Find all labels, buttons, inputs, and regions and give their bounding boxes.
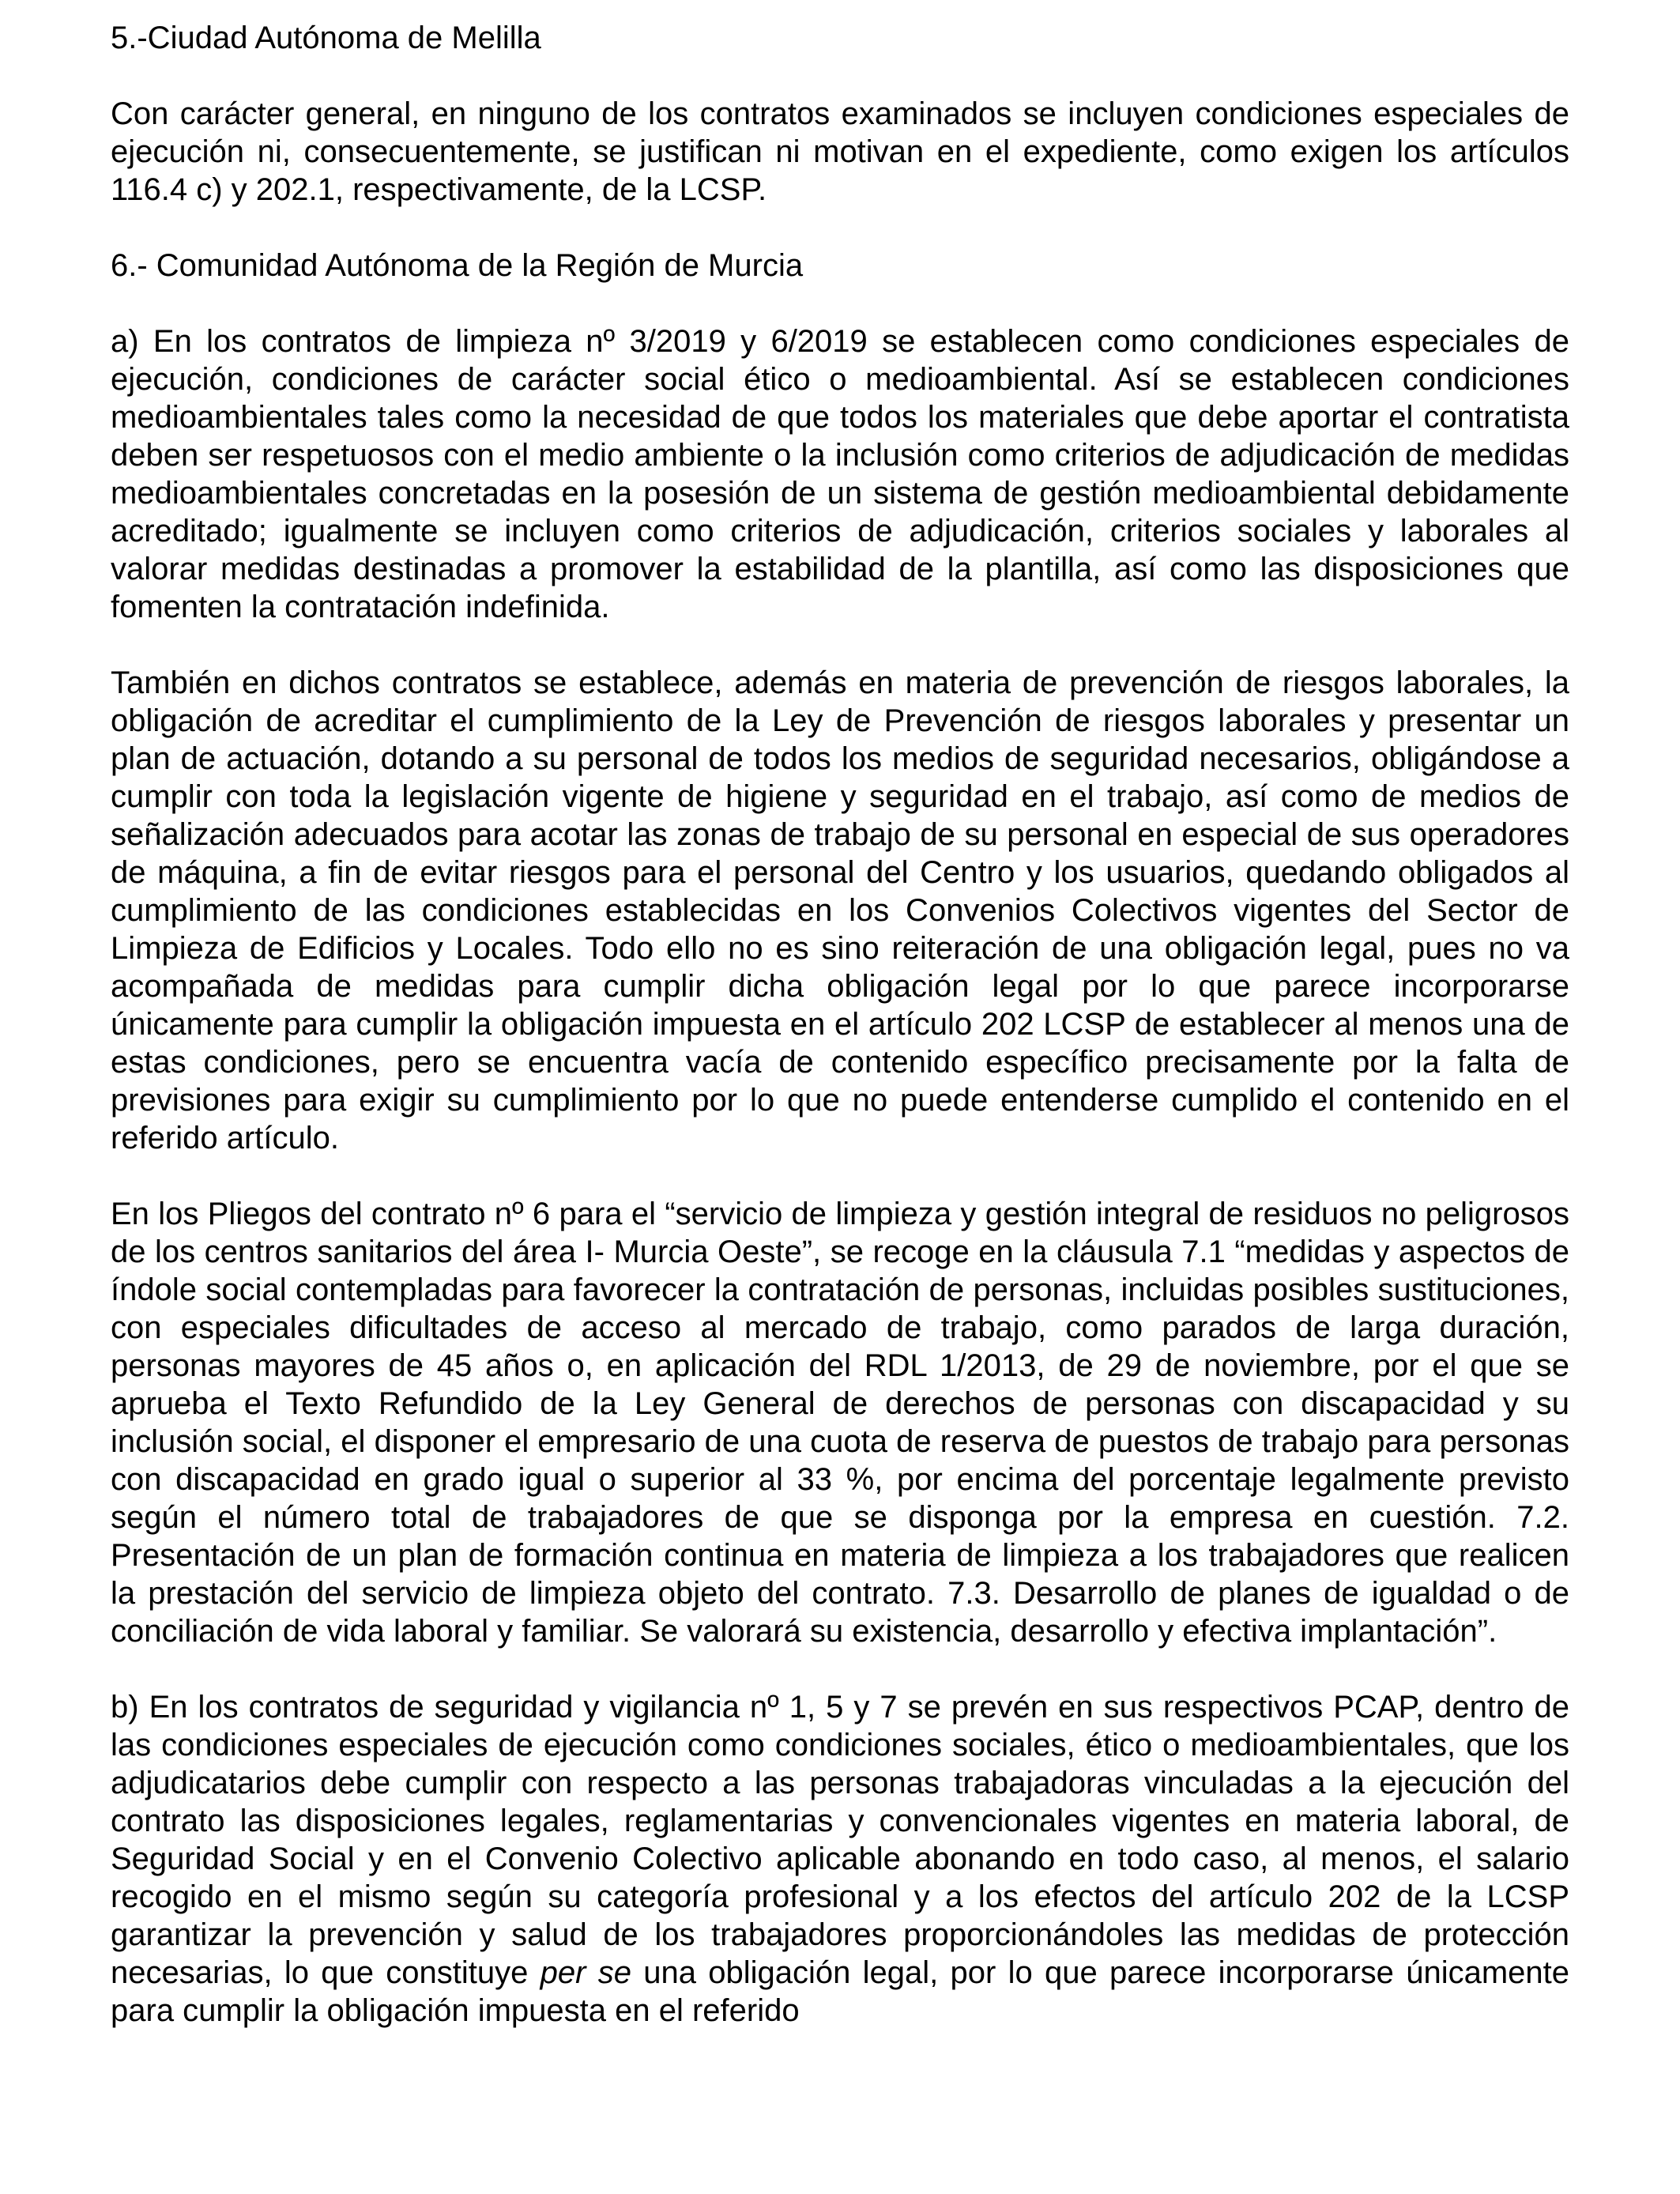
paragraph-b-text-end: una obligación legal, por lo que parece incorporarse únicamente para cumplir la obligación impuesta en el referido: [111, 1955, 1569, 2028]
paragraph-murcia-prevencion: También en dichos contratos se establece, además en materia de prevención de riesgos laborales, la obligación de acreditar el cumplimiento de la Ley de Prevención de riesgos laborales y presentar un plan de actuación, dotando a su personal de todos los medios de seguridad necesarios, obligándose a cumplir con toda la legislación vigente de higiene y seguridad en el trabajo, así como de medios de señalización adecuados para acotar las zonas de trabajo de su personal en especial de sus operadores de máquina, a fin de evitar riesgos para el personal del Centro y los usuarios, quedando obligados al cumplimiento de las condiciones establecidas en los Convenios Colectivos vigentes del Sector de Limpieza de Edificios y Locales. Todo ello no es sino reiteración de una obligación legal, pues no va acompañada de medidas para cumplir dicha obligación legal por lo que parece incorporarse únicamente para cumplir la obligación impuesta en el artículo 202 LCSP de establecer al menos una de estas condiciones, pero se encuentra vacía de contenido específico precisamente por la falta de previsiones para exigir su cumplimiento por lo que no puede entenderse cumplido el contenido en el referido artículo.: [111, 665, 1569, 1155]
document-page: [111, 19, 1569, 2030]
spacer: [111, 209, 1569, 247]
spacer: [111, 57, 1569, 95]
paragraph-melilla-general: Con carácter general, en ninguno de los contratos examinados se incluyen condiciones especiales de ejecución ni, consecuentemente, se justifican ni motivan en el expediente, como exigen los artículos 116.4 c) y 202.1, respectivamente, de la LCSP.: [111, 96, 1569, 207]
paragraph-b-text-start: b) En los contratos de seguridad y vigilancia nº 1, 5 y 7 se prevén en sus respectivos PCAP, dentro de las condiciones especiales de ejecución como condiciones sociales, ético o medioambientales, que los adjudicatarios debe cumplir con respecto a las personas trabajadoras vinculadas a la ejecución del contrato las disposiciones legales, reglamentarias y convencionales vigentes en materia laboral, de Seguridad Social y en el Convenio Colectivo aplicable abonando en todo caso, al menos, el salario recogido en el mismo según su categoría profesional y a los efectos del artículo 202 de la LCSP garantizar la prevención y salud de los trabajadores proporcionándoles las medidas de protección necesarias, lo que constituye: [111, 1690, 1569, 1990]
spacer: [111, 1650, 1569, 1688]
paragraph-murcia-pliegos: En los Pliegos del contrato nº 6 para el “servicio de limpieza y gestión integral de residuos no peligrosos de los centros sanitarios del área I- Murcia Oeste”, se recoge en la cláusula 7.1 “medidas y aspectos de índole social contempladas para favorecer la contratación de personas, incluidas posibles sustituciones, con especiales dificultades de acceso al mercado de trabajo, como parados de larga duración, personas mayores de 45 años o, en aplicación del RDL 1/2013, de 29 de noviembre, por el que se aprueba el Texto Refundido de la Ley General de derechos de personas con discapacidad y su inclusión social, el disponer el empresario de una cuota de reserva de puestos de trabajo para personas con discapacidad en grado igual o superior al 33 %, por encima del porcentaje legalmente previsto según el número total de trabajadores de que se disponga por la empresa en cuestión. 7.2. Presentación de un plan de formación continua en materia de limpieza a los trabajadores que realicen la prestación del servicio de limpieza objeto del contrato. 7.3. Desarrollo de planes de igualdad o de conciliación de vida laboral y familiar. Se valorará su existencia, desarrollo y efectiva implantación”.: [111, 1197, 1569, 1649]
paragraph-b-italic-term: per se: [540, 1955, 631, 1990]
spacer: [111, 626, 1569, 664]
section-heading-melilla: 5.-Ciudad Autónoma de Melilla: [111, 21, 541, 55]
paragraph-murcia-a: a) En los contratos de limpieza nº 3/2019 y 6/2019 se establecen como condiciones especiales de ejecución, condiciones de carácter social ético o medioambiental. Así se establecen condiciones medioambientales tales como la necesidad de que todos los materiales que debe aportar el contratista deben ser respetuosos con el medio ambiente o la inclusión como criterios de adjudicación de medidas medioambientales concretadas en la posesión de un sistema de gestión medioambiental debidamente acreditado; igualmente se incluyen como criterios de adjudicación, criterios sociales y laborales al valorar medidas destinadas a promover la estabilidad de la plantilla, así como las disposiciones que fomenten la contratación indefinida.: [111, 324, 1569, 624]
paragraph-murcia-b: [111, 1688, 1569, 2030]
section-heading-murcia: 6.- Comunidad Autónoma de la Región de Murcia: [111, 248, 804, 283]
spacer: [111, 1157, 1569, 1195]
spacer: [111, 285, 1569, 322]
